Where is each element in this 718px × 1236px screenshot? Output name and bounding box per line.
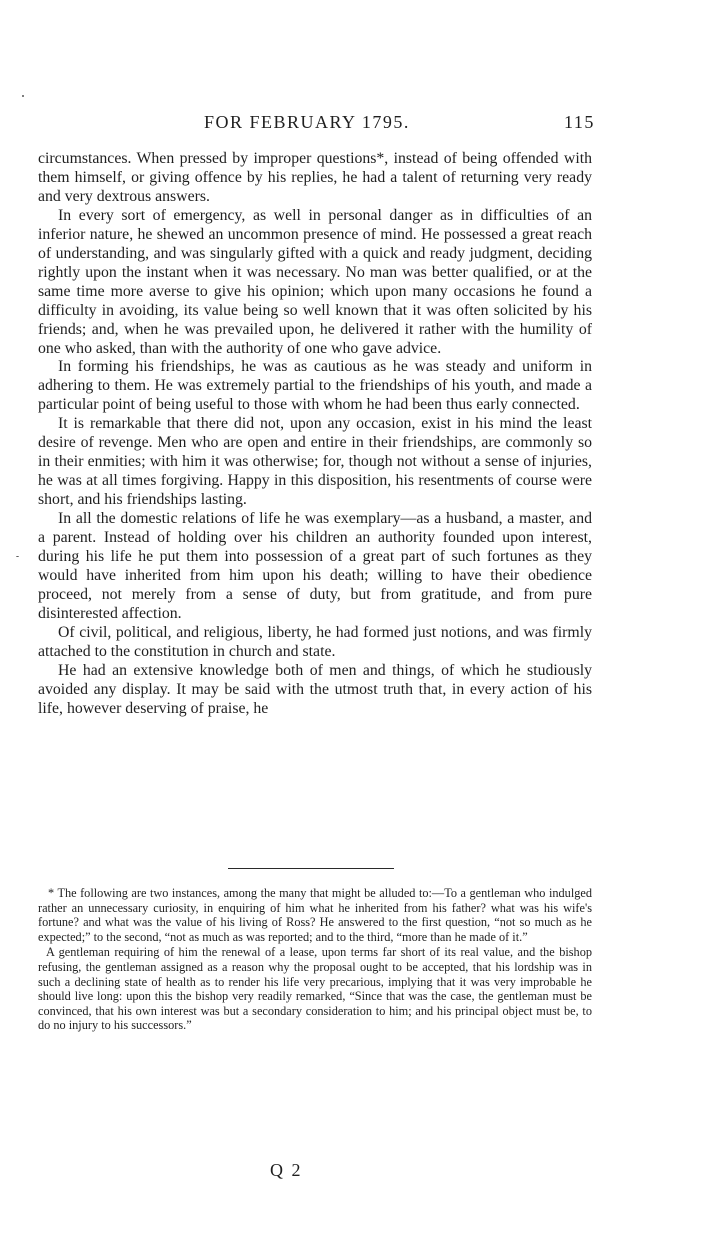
footnotes (38, 886, 592, 1033)
paragraph-knowledge: He had an extensive knowledge both of men and things, of which he studiously avoided any display. It may be said with the utmost truth that, in every action of his life, however deserving of praise, he (38, 661, 592, 717)
signature-mark: Q 2 (270, 1160, 303, 1180)
footnote-instances: * The following are two instances, among the many that might be alluded to:—To a gentleman who indulged rather an unnecessary curiosity, in enquiring of him what he inherited from his father? what was his wife's fortune? and what was the value of his living of Ross? He answered to the first question, “not so much as he expected;” to the second, “not as much as was reported; and to the third, “more than he made of it.” (38, 886, 592, 944)
print-speck (16, 556, 19, 557)
paragraph-liberty: Of civil, political, and religious, liberty, he had formed just notions, and was firmly attached to the constitution in church and state. (38, 623, 592, 660)
paragraph-friendships: In forming his friendships, he was as cautious as he was steady and uniform in adhering to them. He was extremely partial to the friendships of his youth, and made a particular point of being useful to those with whom he had been thus early connected. (38, 358, 592, 414)
print-speck (22, 95, 24, 97)
paragraph-continuation: circumstances. When pressed by improper questions*, instead of being offended with them himself, or giving offence by his replies, he had a talent of returning very ready and very dextrous answers. (38, 150, 592, 205)
page-number: 115 (564, 112, 595, 132)
running-title: FOR FEBRUARY 1795. (204, 112, 410, 132)
body-text (38, 150, 592, 719)
paragraph-revenge: It is remarkable that there did not, upon any occasion, exist in his mind the least desire of revenge. Men who are open and entire in their friendships, are commonly so in their enmities; with him it was otherwise; for, though not without a sense of injuries, he was at all times forgiving. Happy in this disposition, his resentments of course were short, and his friendships lasting. (38, 415, 592, 509)
paragraph-domestic: In all the domestic relations of life he was exemplary—as a husband, a master, and a parent. Instead of holding over his children an authority founded upon interest, during his life he put them into possession of a great part of such fortunes as they would have inherited from him upon his death; willing to have their obedience proceed, not merely from a sense of duty, but from gratitude, and from pure disinterested affection. (38, 510, 592, 622)
footnote-rule (228, 868, 394, 869)
paragraph-emergency: In every sort of emergency, as well in personal danger as in difficulties of an inferior nature, he shewed an uncommon presence of mind. He possessed a great reach of understanding, and was singularly gifted with a quick and ready judgment, deciding rightly upon the instant when it was necessary. No man was better qualified, or at the same time more averse to give his opinion; which upon many occasions he found a difficulty in avoiding, its value being so well known that it was often solicited by his friends; and, when he was prevailed upon, he delivered it rather with the humility of one who asked, than with the authority of one who gave advice. (38, 206, 592, 357)
footnote-lease: A gentleman requiring of him the renewal of a lease, upon terms far short of its real value, and the bishop refusing, the gentleman assigned as a reason why the proposal ought to be accepted, that his lordship was in such a declining state of health as to render his life very precarious, implying that it was very improbable he should live long: upon this the bishop very readily remarked, “Since that was the case, the gentleman must be convinced, that his own interest was but a secondary consideration to him; and his principal object must be, to do no injury to his successors.” (38, 945, 592, 1033)
